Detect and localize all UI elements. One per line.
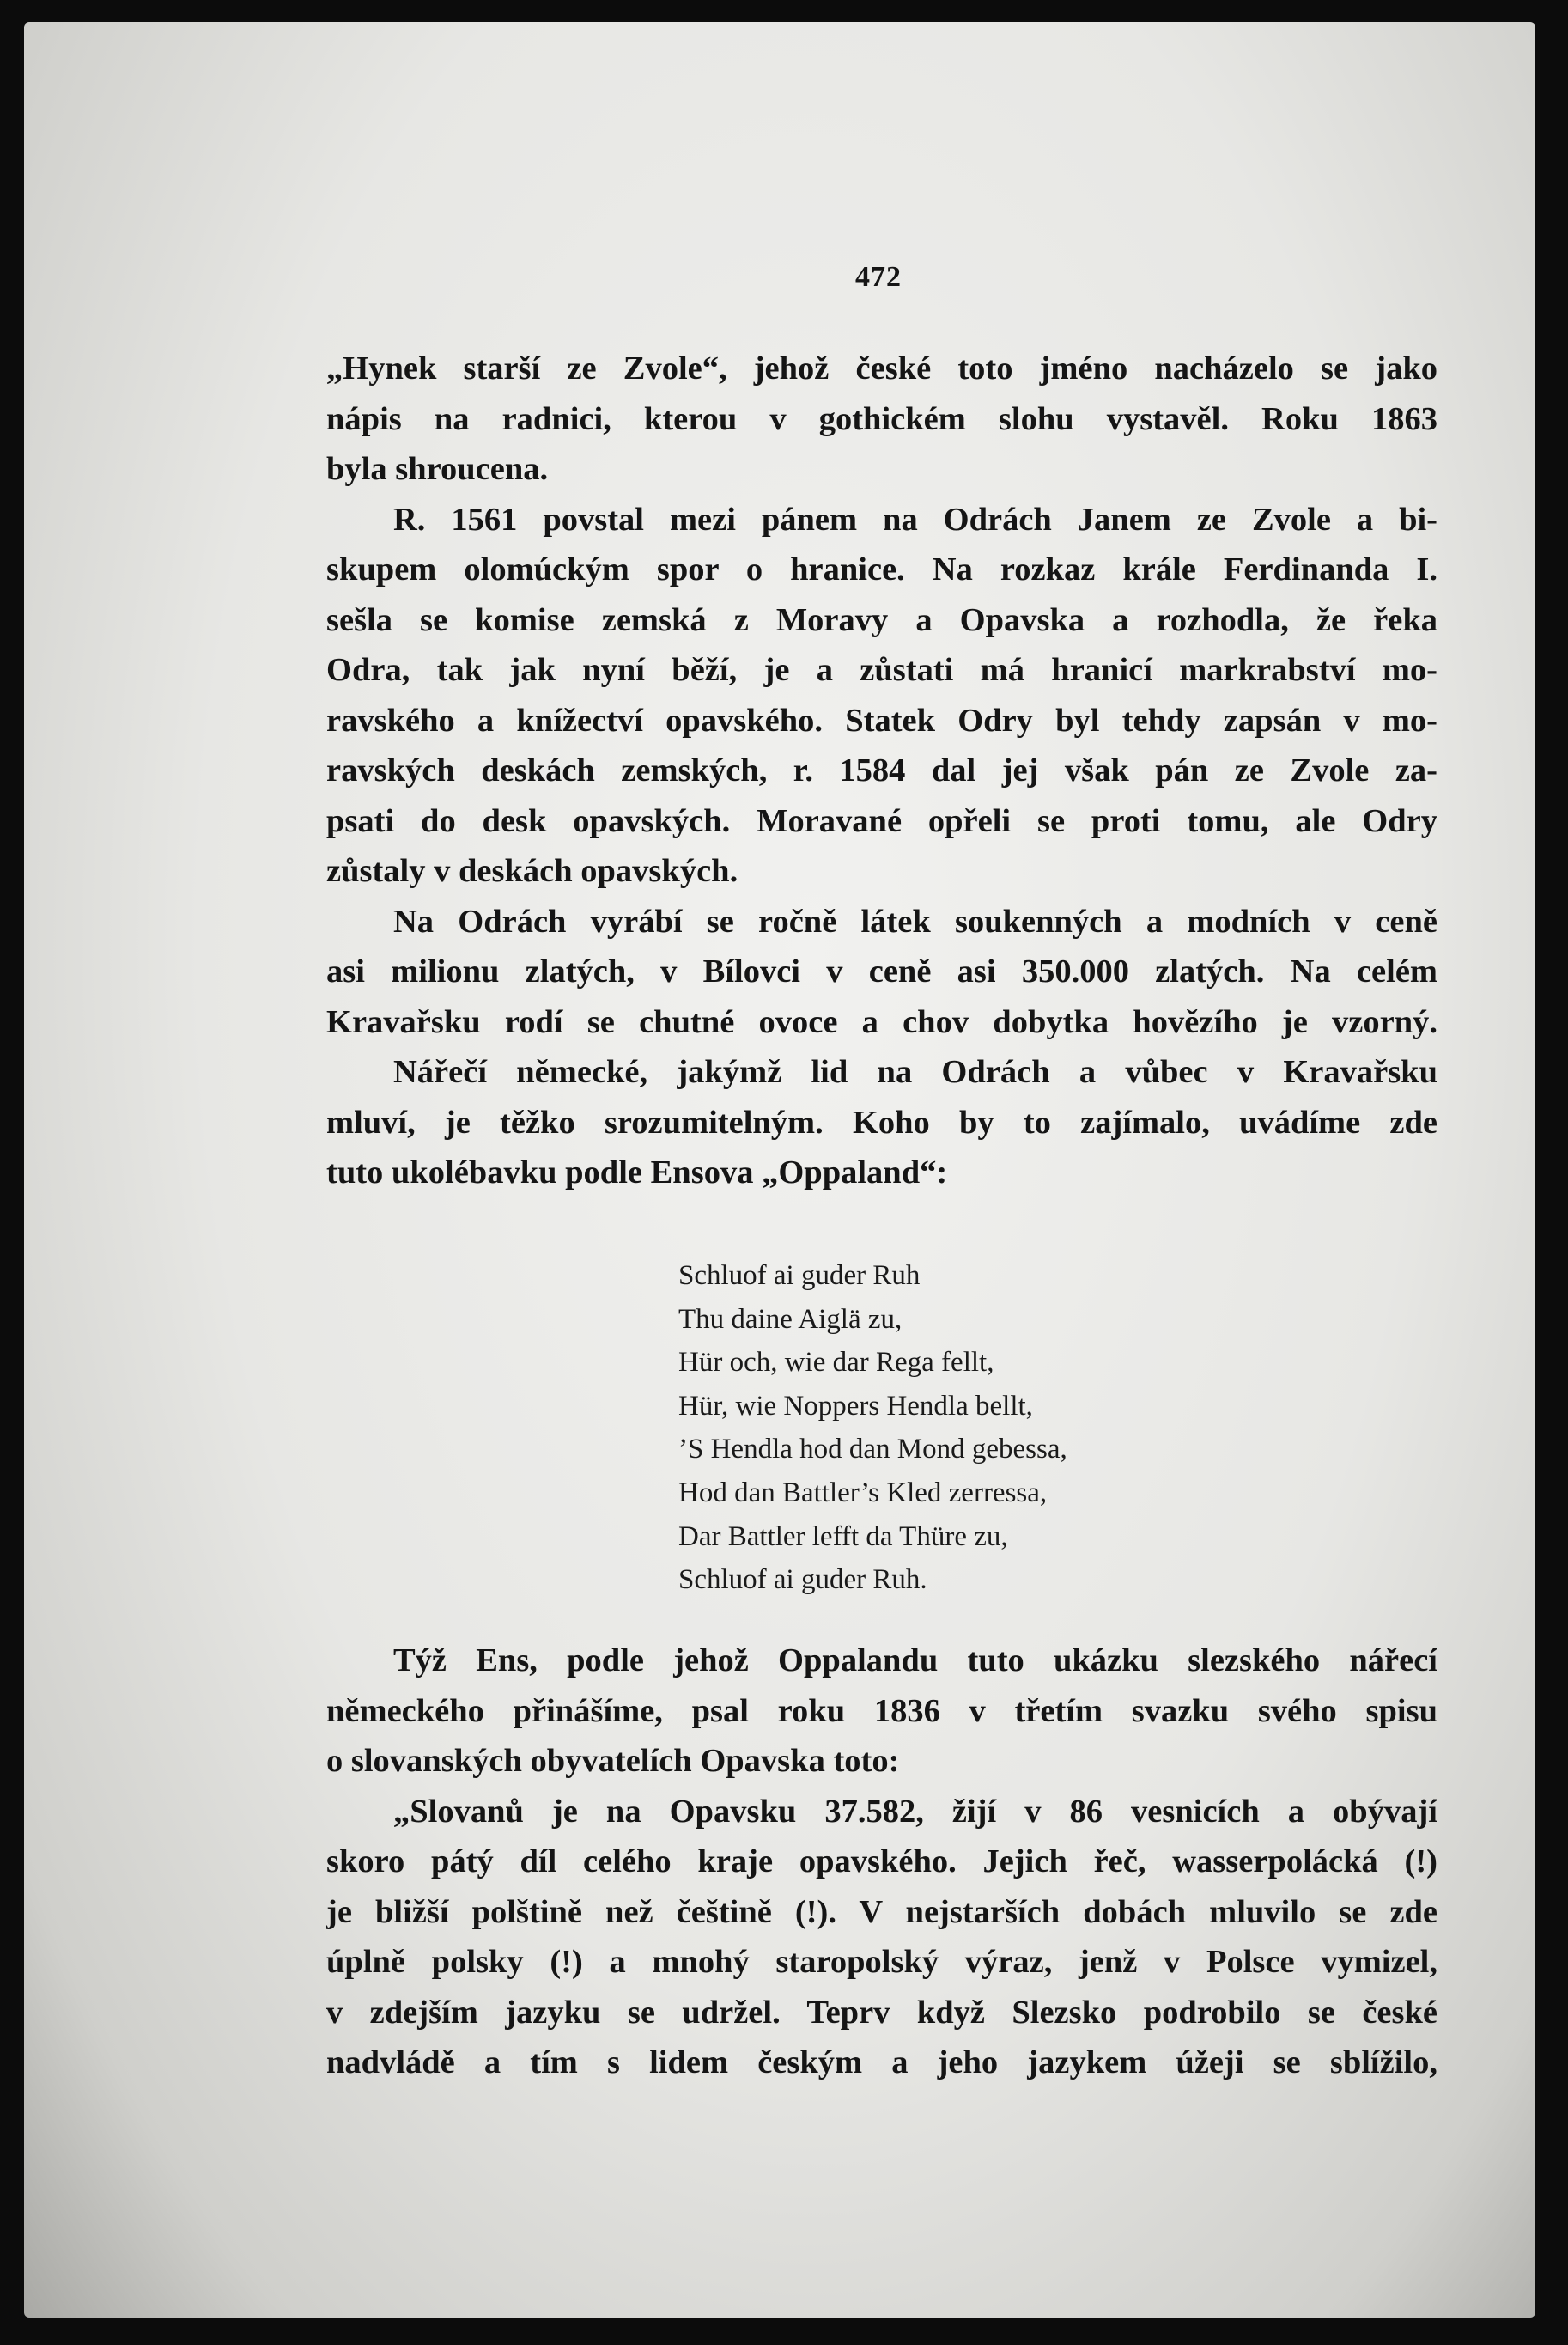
text-line: R. 1561 povstal mezi pánem na Odrách Janem ze Zvole a bi- [393,501,1437,538]
text-line: Na Odrách vyrábí se ročně látek soukenných a modních v ceně [393,903,1437,940]
poem-line: Hür och, wie dar Rega fellt, [678,1347,994,1379]
text-line: nadvládě a tím s lidem českým a jeho jazykem úžeji se sblížilo, [326,2044,1437,2080]
text-line: Týž Ens, podle jehož Oppalandu tuto ukázku slezského nářecí [393,1642,1437,1678]
text-line: skupem olomúckým spor o hranice. Na rozkaz krále Ferdinanda I. [326,551,1437,588]
poem-line: Schluof ai guder Ruh [678,1260,921,1291]
poem-line: Thu daine Aiglä zu, [678,1303,903,1335]
poem-line: Dar Battler lefft da Thüre zu, [678,1520,1008,1552]
text-line: Kravařsku rodí se chutné ovoce a chov dobytka hovězího je vzorný. [326,1003,1437,1040]
text-line: Nářečí německé, jakýmž lid na Odrách a vůbec v Kravařsku [393,1054,1437,1090]
text-line: psati do desk opavských. Moravané opřeli se proti tomu, ale Odry [326,802,1437,839]
text-line: ravských deskách zemských, r. 1584 dal jej však pán ze Zvole za- [326,752,1437,789]
poem-line: ’S Hendla hod dan Mond gebessa, [678,1434,1067,1465]
book-page [24,22,1535,2318]
text-line: asi milionu zlatých, v Bílovci v ceně asi 350.000 zlatých. Na celém [326,953,1437,990]
poem-line: Schluof ai guder Ruh. [678,1564,927,1596]
text-line: „Slovanů je na Opavsku 37.582, žijí v 86 vesnicích a obývají [393,1793,1437,1830]
text-block-bottom [326,1635,1437,2088]
poem-line: Hod dan Battler’s Kled zerressa, [678,1477,1048,1508]
text-line: tuto ukolébavku podle Ensova „Oppaland“: [326,1154,948,1191]
text-line: sešla se komise zemská z Moravy a Opavska a rozhodla, že řeka [326,601,1437,638]
text-line: skoro pátý díl celého kraje opavského. Jejich řeč, wasserpolácká (!) [326,1843,1437,1879]
text-line: „Hynek starší ze Zvole“, jehož české toto jméno nacházelo se jako [326,350,1437,387]
poem-block [678,1254,1067,1602]
text-line: o slovanských obyvatelích Opavska toto: [326,1743,900,1779]
text-line: mluví, je těžko srozumitelným. Koho by to zajímalo, uvádíme zde [326,1104,1437,1141]
poem-line: Hür, wie Noppers Hendla bellt, [678,1390,1033,1422]
text-line: byla shroucena. [326,451,549,487]
text-line: Odra, tak jak nyní běží, je a zůstati má hranicí markrabství mo- [326,652,1437,688]
text-line: úplně polsky (!) a mnohý staropolský výraz, jenž v Polsce vymizel, [326,1944,1437,1980]
text-line: nápis na radnici, kterou v gothickém slohu vystavěl. Roku 1863 [326,400,1437,437]
text-line: německého přinášíme, psal roku 1836 v třetím svazku svého spisu [326,1692,1437,1729]
text-line: ravského a knížectví opavského. Statek Odry byl tehdy zapsán v mo- [326,702,1437,739]
page-number: 472 [855,261,902,293]
text-block-top [326,344,1437,1198]
text-line: zůstaly v deskách opavských. [326,853,738,889]
text-line: je bližší polštině než češtině (!). V nejstarších dobách mluvilo se zde [326,1893,1437,1930]
text-line: v zdejším jazyku se udržel. Teprv když Slezsko podrobilo se české [326,1994,1437,2031]
